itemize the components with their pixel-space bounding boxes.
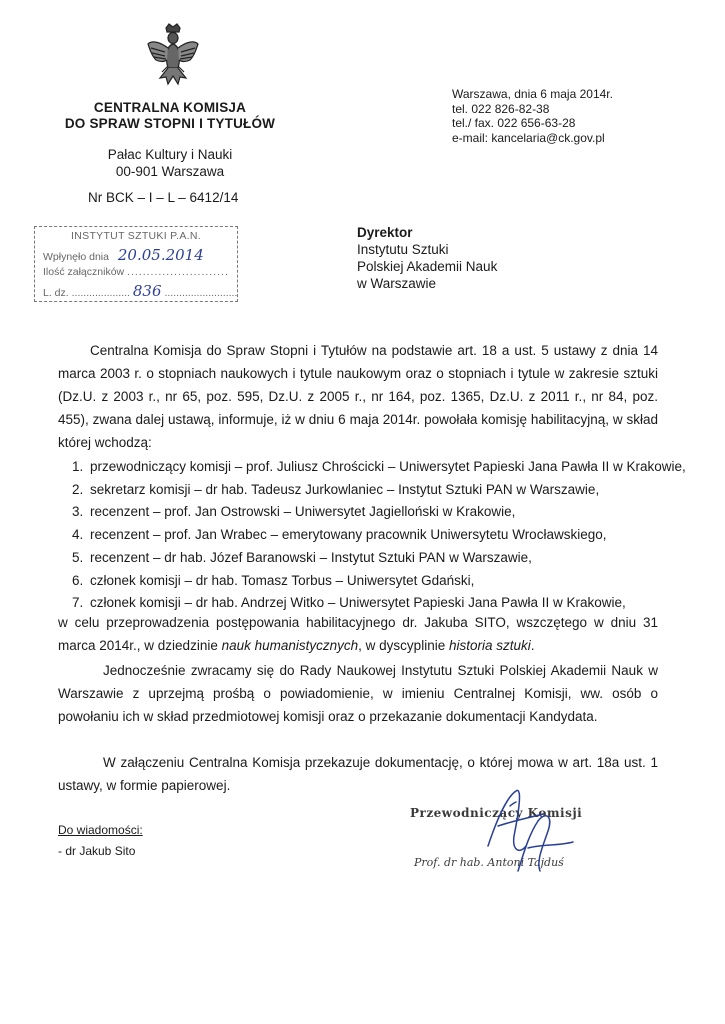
phone-number: tel. 022 826-82-38 [452, 101, 550, 116]
list-item: 1. przewodniczący komisji – prof. Juliusz Chrościcki – Uniwersytet Papieski Jana Pawła II w Krakowie, [72, 459, 686, 474]
letter-date: Warszawa, dnia 6 maja 2014r. [452, 87, 613, 101]
cc-block [58, 820, 143, 862]
body-paragraph-4: W załączeniu Centralna Komisja przekazuje dokumentację, o której mowa w art. 18a ust. 1 ustawy, w formie papierowej. [58, 755, 658, 793]
list-item: 2. sekretarz komisji – dr hab. Tadeusz Jurkowlaniec – Instytut Sztuki PAN w Warszawie, [72, 481, 600, 497]
stamp-received-label: Wpłynęło dnia [43, 251, 109, 263]
committee-members-list [72, 456, 686, 615]
institution-address [40, 146, 300, 180]
email-address: e-mail: kancelaria@ck.gov.pl [452, 130, 605, 145]
recipient-line2: Polskiej Akademii Nauk [357, 259, 498, 274]
cc-item: - dr Jakub Sito [58, 844, 136, 858]
stamp-ref-value: 836 [132, 282, 162, 300]
list-item: 3. recenzent – prof. Jan Ostrowski – Uniwersytet Jagielloński w Krakowie, [72, 504, 516, 520]
stamp-ref-label: L. dz. [43, 287, 69, 299]
eagle-emblem-icon [146, 22, 200, 88]
fax-number: tel./ fax. 022 656-63-28 [452, 116, 576, 130]
field-of-science: nauk humanistycznych [221, 638, 359, 653]
list-item: 7. członek komisji – dr hab. Andrzej Witko – Uniwersytet Papieski Jana Pawła II w Krakowie, [72, 595, 626, 611]
recipient-title: Dyrektor [357, 225, 413, 240]
institution-name-line2: DO SPRAW STOPNI I TYTUŁÓW [64, 116, 276, 131]
stamp-ref-row: L. dz. .................... 836 ......................... [43, 282, 238, 300]
signature-title: Przewodniczący Komisji [410, 806, 583, 820]
list-item: 5. recenzent – dr hab. Józef Baranowski – Instytut Sztuki PAN w Warszawie, [72, 549, 532, 565]
stamp-received-value: 20.05.2014 [117, 246, 204, 264]
body-paragraph-2: w celu przeprowadzenia postępowania habilitacyjnego dr. Jakuba SITO, wszczętego w dniu 31 marca 2014r., w dziedzinie nauk humanistycznych, w dyscyplinie historia sztuki. [58, 615, 658, 653]
address-line1: Pałac Kultury i Nauki [107, 147, 233, 162]
body-paragraph-3: Jednocześnie zwracamy się do Rady Naukowej Instytutu Sztuki Polskiej Akademii Nauk w Warszawie z uprzejmą prośbą o powiadomienie, w imieniu Centralnej Komisji, ww. osób o powołaniu ich w skład przedmiotowej komisji oraz o przekazanie dokumentacji Kandydata. [58, 663, 658, 724]
contact-block [452, 87, 613, 145]
stamp-attachments-row: Ilość załączników .......................... [43, 266, 229, 278]
discipline: historia sztuki [448, 638, 531, 653]
institution-name [40, 100, 300, 132]
stamp-title: INSTYTUT SZTUKI P.A.N. [71, 230, 201, 242]
received-stamp [34, 226, 238, 302]
list-item: 6. członek komisji – dr hab. Tomasz Torbus – Uniwersytet Gdański, [72, 572, 475, 588]
body-paragraph-1: Centralna Komisja do Spraw Stopni i Tytułów na podstawie art. 18 a ust. 5 ustawy z dnia 14 marca 2003 r. o stopniach naukowych i tytule naukowym oraz o stopniach i tytule w zakresie sztuki (Dz.U. z 2003 r., nr 65, poz. 595, Dz.U. z 2005 r., nr 164, poz. 1365, Dz.U. z 2011 r., nr 84, poz. 455), zwana dalej ustawą, informuje, iż w dniu 6 maja 2014r. powołała komisję habilitacyjną, w skład której wchodzą: [58, 343, 658, 450]
recipient-line1: Instytutu Sztuki [357, 242, 449, 257]
recipient-block [357, 224, 497, 292]
list-item: 4. recenzent – prof. Jan Wrabec – emerytowany pracownik Uniwersytetu Wrocławskiego, [72, 527, 607, 543]
handwritten-signature [468, 776, 588, 886]
stamp-received-row [43, 246, 204, 264]
reference-number: Nr BCK – I – L – 6412/14 [88, 190, 239, 205]
institution-name-line1: CENTRALNA KOMISJA [93, 100, 247, 115]
recipient-line3: w Warszawie [357, 276, 437, 291]
address-line2: 00-901 Warszawa [115, 164, 225, 179]
signature-name: Prof. dr hab. Antoni Tajduś [414, 856, 564, 869]
cc-label: Do wiadomości: [58, 823, 143, 837]
stamp-attachments-label: Ilość załączników [43, 266, 125, 278]
